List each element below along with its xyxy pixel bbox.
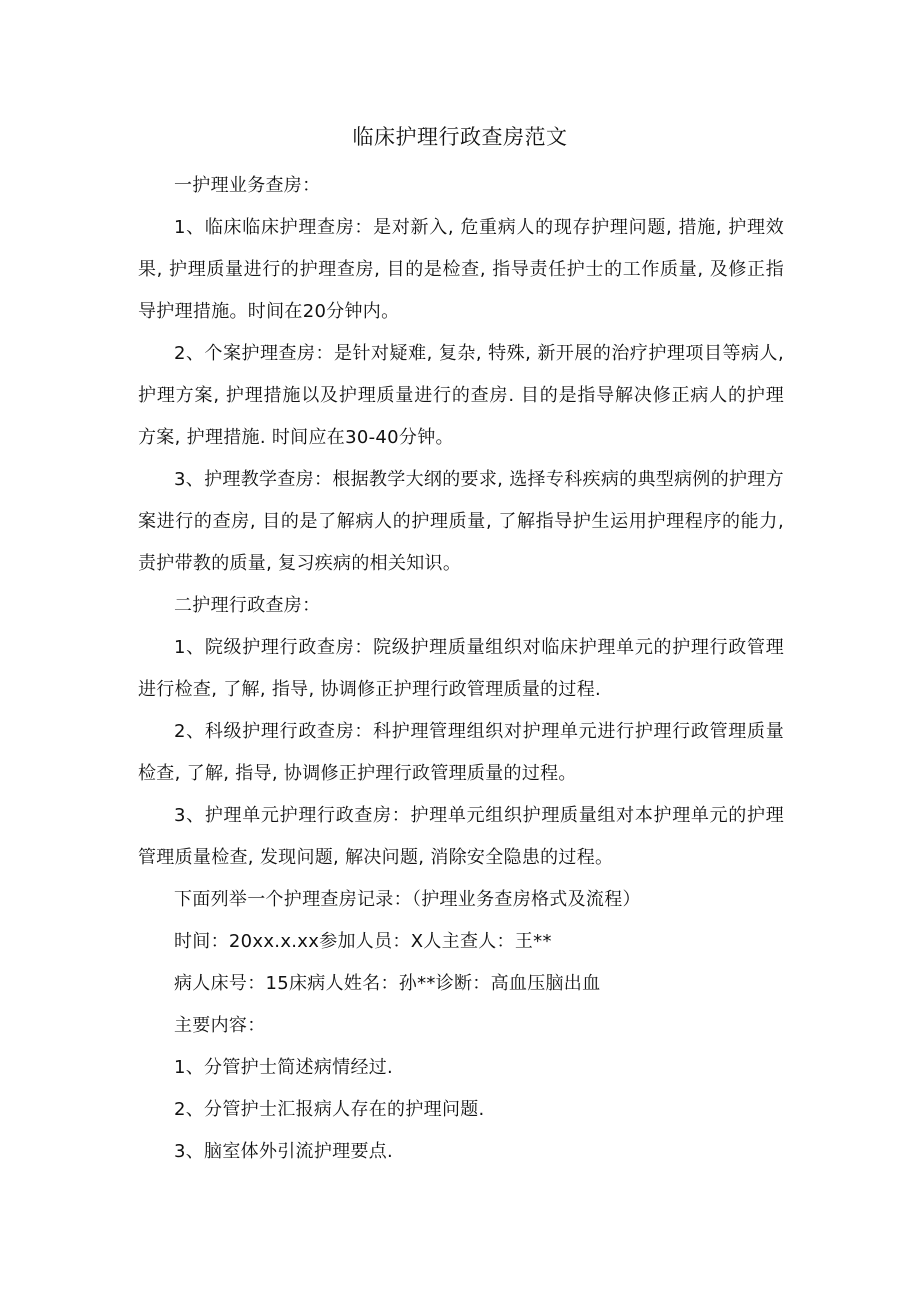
document-body [138,165,784,1173]
paragraph: 3、护理教学查房：根据教学大纲的要求, 选择专科疾病的典型病例的护理方案进行的查房, 目的是了解病人的护理质量, 了解指导护生运用护理程序的能力, 责护带教的质量, 复习疾病的相关知识。 [138,469,784,574]
list-item: 3、脑室体外引流护理要点. [174,1141,394,1162]
paragraph: 3、护理单元护理行政查房：护理单元组织护理质量组对本护理单元的护理管理质量检查, 发现问题, 解决问题, 消除安全隐患的过程。 [138,805,784,868]
list-item: 2、分管护士汇报病人存在的护理问题. [174,1099,485,1120]
document-title: 临床护理行政查房范文 [352,125,568,149]
section-heading-2: 二护理行政查房： [174,595,321,616]
record-patient-line: 病人床号：15床病人姓名：孙**诊断：高血压脑出血 [174,973,601,994]
paragraph: 1、院级护理行政查房：院级护理质量组织对临床护理单元的护理行政管理进行检查, 了解, 指导, 协调修正护理行政管理质量的过程. [138,637,784,700]
paragraph: 2、个案护理查房：是针对疑难, 复杂, 特殊, 新开展的治疗护理项目等病人, 护理方案, 护理措施以及护理质量进行的查房. 目的是指导解决修正病人的护理方案, 护理措施. 时间应在30-40分钟。 [138,343,784,448]
main-content-heading: 主要内容： [174,1015,266,1036]
record-time-line: 时间：20xx.x.xx参加人员：X人主查人：王** [174,931,552,952]
list-item: 1、分管护士简述病情经过. [174,1057,394,1078]
paragraph: 2、科级护理行政查房：科护理管理组织对护理单元进行护理行政管理质量检查, 了解, 指导, 协调修正护理行政管理质量的过程。 [138,721,784,784]
section-heading-1: 一护理业务查房： [174,175,321,196]
paragraph: 下面列举一个护理查房记录：（护理业务查房格式及流程） [174,889,641,910]
paragraph: 1、临床临床护理查房：是对新入, 危重病人的现存护理问题, 措施, 护理效果, 护理质量进行的护理查房, 目的是检查, 指导责任护士的工作质量, 及修正指导护理措施。时间在20分钟内。 [138,217,784,322]
